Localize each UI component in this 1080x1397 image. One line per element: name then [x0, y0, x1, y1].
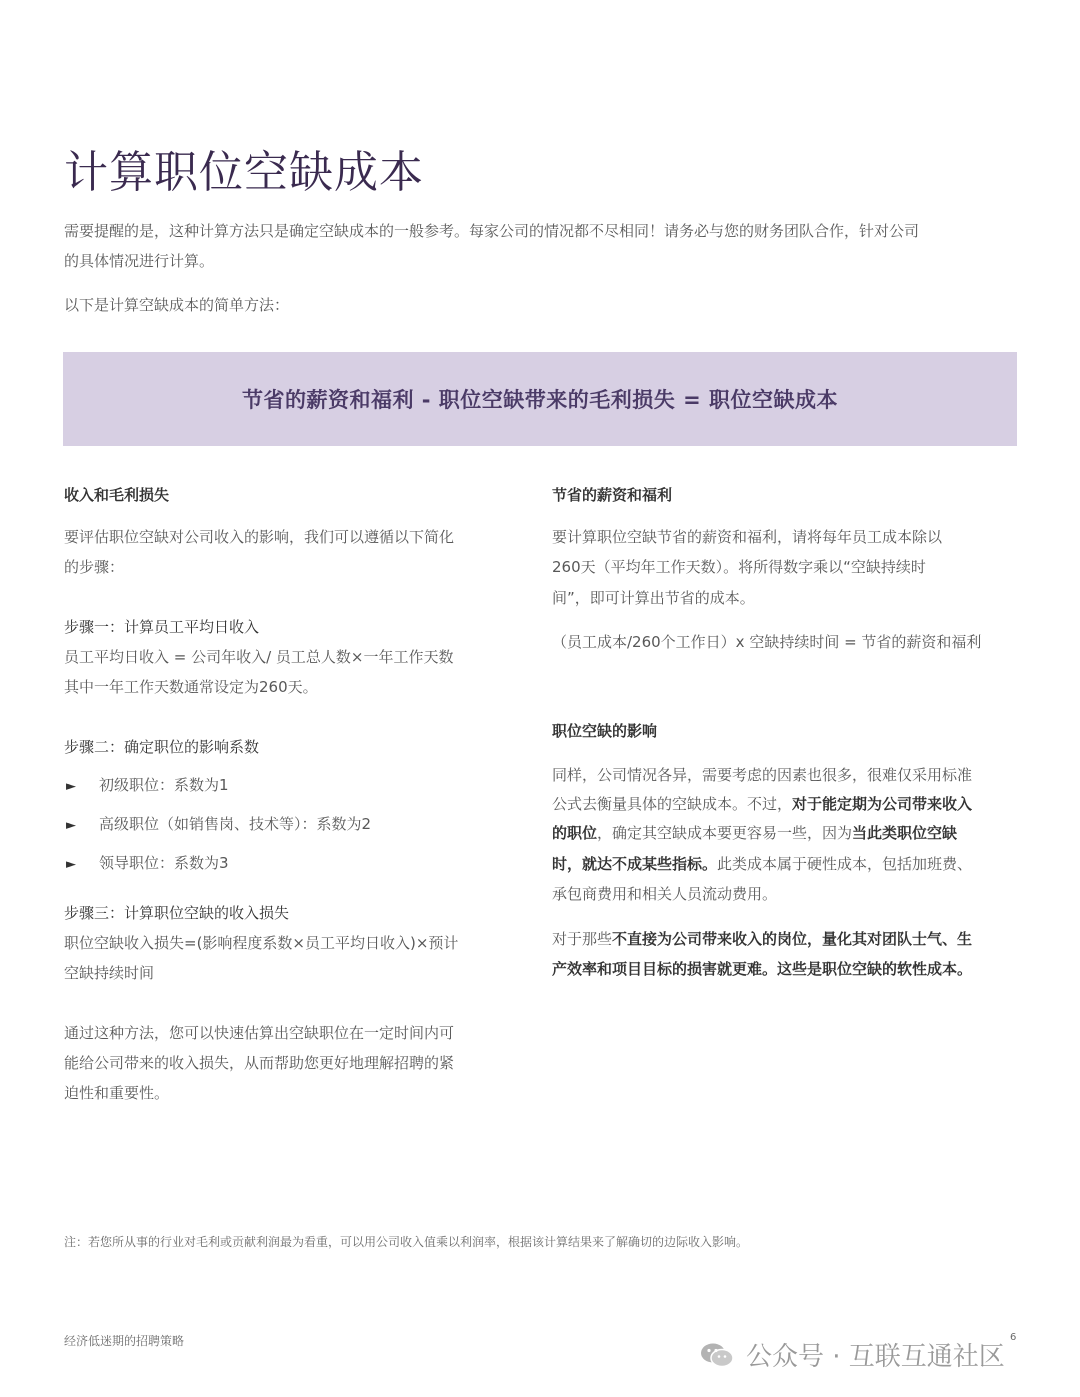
bullet-arrow-icon: ►: [66, 857, 76, 872]
savings-formula: （员工成本/260个工作日）x 空缺持续时间 = 节省的薪资和福利: [552, 633, 982, 651]
bullet-arrow-icon: ►: [66, 818, 76, 833]
right-p1-line-1: 要计算职位空缺节省的薪资和福利，请将每年员工成本除以: [552, 528, 943, 546]
right-p2-line-1: 同样，公司情况各异，需要考虑的因素也很多，很难仅采用标准: [552, 766, 973, 784]
right-p2-line-5: 承包商费用和相关人员流动费用。: [552, 885, 778, 903]
right-heading-2: 职位空缺的影响: [552, 722, 658, 740]
right-p2-line-3-text: ，确定其空缺成本要更容易一些，因为: [597, 824, 853, 842]
right-p2-line-4-bold: 时，就达不成某些指标。: [552, 855, 718, 873]
left-p1-line-2: 的步骤：: [64, 558, 125, 576]
right-p2-line-3-bold-a: 的职位: [552, 824, 598, 842]
intro-line-3: 以下是计算空缺成本的简单方法：: [64, 296, 290, 314]
footnote: 注：若您所从事的行业对毛利或贡献利润最为看重，可以用公司收入值乘以利润率，根据该计算结果来了解确切的边际收入影响。: [64, 1235, 749, 1249]
page-number: 6: [1010, 1332, 1017, 1343]
right-p2-line-2: [552, 789, 972, 819]
formula-text: 节省的薪资和福利 - 职位空缺带来的毛利损失 = 职位空缺成本: [241, 388, 839, 412]
bullet-text-3: 领导职位：系数为3: [99, 854, 229, 872]
step2-heading: 步骤二：确定职位的影响系数: [64, 738, 260, 756]
right-p2-line-2-text: 公式去衡量具体的空缺成本。不过，: [552, 795, 793, 813]
right-p2-line-3-bold-b: 当此类职位空缺: [852, 824, 958, 842]
intro-line-1: 需要提醒的是，这种计算方法只是确定空缺成本的一般参考。每家公司的情况都不尽相同！请务必与您的财务团队合作，针对公司: [64, 222, 920, 240]
bullet-item-2: [66, 813, 371, 834]
left-p1-line-1: 要评估职位空缺对公司收入的影响，我们可以遵循以下简化: [64, 528, 455, 546]
step1-heading: 步骤一：计算员工平均日收入: [64, 618, 260, 636]
right-p2-line-2-bold: 对于能定期为公司带来收入: [792, 795, 973, 813]
step3-line-2: 空缺持续时间: [64, 964, 155, 982]
step1-line-1: 员工平均日收入 = 公司年收入/ 员工总人数×一年工作天数: [64, 648, 454, 666]
bullet-item-3: [66, 852, 229, 873]
summary-line-2: 能给公司带来的收入损失，从而帮助您更好地理解招聘的紧: [64, 1054, 455, 1072]
formula-banner: [63, 352, 1017, 446]
summary-line-3: 迫性和重要性。: [64, 1084, 170, 1102]
intro-line-2: 的具体情况进行计算。: [64, 252, 215, 270]
step3-line-1: 职位空缺收入损失=(影响程度系数×员工平均日收入)×预计: [64, 934, 459, 952]
bullet-text-1: 初级职位：系数为1: [99, 776, 229, 794]
right-p3-line-1-text: 对于那些: [552, 930, 613, 948]
right-p3-line-1-bold: 不直接为公司带来收入的岗位，量化其对团队士气、生: [612, 930, 973, 948]
wechat-icon: [700, 1342, 734, 1368]
right-heading-1: 节省的薪资和福利: [552, 486, 673, 504]
right-p1-line-3: 间”，即可计算出节省的成本。: [552, 589, 755, 607]
bullet-item-1: [66, 774, 229, 795]
right-p3-line-2: 产效率和项目目标的损害就更难。这些是职位空缺的软性成本。: [552, 960, 973, 978]
footer-doc-title: 经济低迷期的招聘策略: [64, 1334, 185, 1348]
right-p2-line-4: [552, 849, 972, 879]
right-p1-line-2: 260天（平均年工作天数）。将所得数字乘以“空缺持续时: [552, 558, 926, 576]
watermark: [700, 1336, 1005, 1373]
bullet-text-2: 高级职位（如销售岗、技术等）：系数为2: [99, 815, 372, 833]
page-title: 计算职位空缺成本: [64, 147, 424, 198]
right-p2-line-4-text: 此类成本属于硬性成本，包括加班费、: [717, 855, 973, 873]
right-p3-line-1: [552, 924, 972, 954]
step1-line-2: 其中一年工作天数通常设定为260天。: [64, 678, 318, 696]
bullet-arrow-icon: ►: [66, 779, 76, 794]
watermark-text: 公众号 · 互联互通社区: [746, 1342, 1005, 1372]
left-heading: 收入和毛利损失: [64, 486, 170, 504]
right-p2-line-3: [552, 818, 957, 848]
step3-heading: 步骤三：计算职位空缺的收入损失: [64, 904, 290, 922]
summary-line-1: 通过这种方法，您可以快速估算出空缺职位在一定时间内可: [64, 1024, 455, 1042]
